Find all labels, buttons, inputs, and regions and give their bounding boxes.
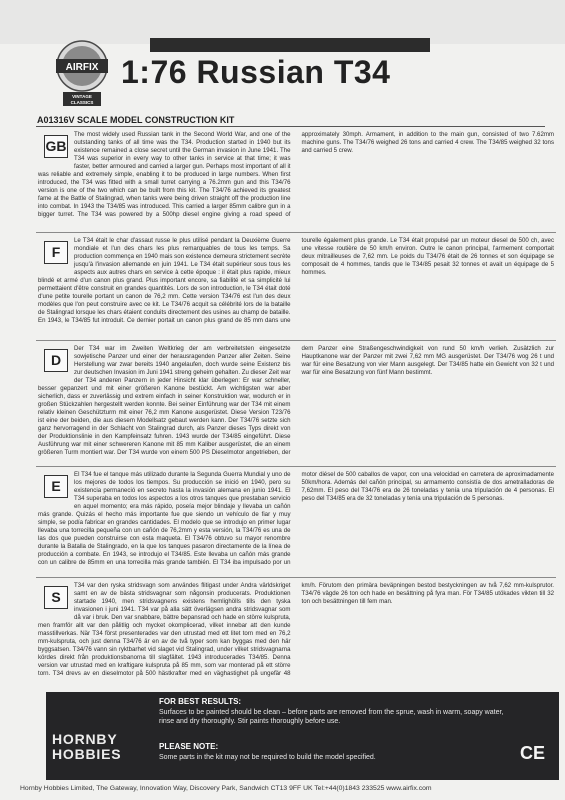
language-badge-s: S: [44, 586, 68, 609]
please-note-text: Some parts in the kit may not be required to build the model specified.: [159, 754, 376, 761]
hornby-logo-line2: HOBBIES: [52, 746, 122, 762]
section-german: [36, 340, 556, 463]
best-results-title: FOR BEST RESULTS:: [159, 697, 242, 706]
language-badge-d: D: [44, 349, 68, 372]
section-english: [36, 127, 556, 227]
language-badge-gb: GB: [44, 135, 68, 158]
section-swedish: [36, 577, 556, 684]
logo-brand-text: AIRFIX: [65, 62, 99, 73]
hornby-logo-line1: HORNBY: [52, 731, 118, 747]
page-title: 1:76 Russian T34: [121, 54, 391, 90]
section-french: [36, 232, 556, 335]
section-spanish-text: El T34 fue el tanque más utilizado durante la Segunda Guerra Mundial y uno de los mejores de todos los tiempos. Su producción se inició en 1940, pero su existencia permaneció en secreto hasta la invasión alemana en junio 1941. El T34 superaba en todos los aspectos a los otros tanques que prestaban servicio en aquel momento; era más rápido, poseía mejor blindaje y llevaba un cañón más grande. Quizás el hecho más importante fue que siendo un vehículo de fiar y muy simple, se podía fabricar en grandes cantidades. El modelo que se introdujo en primer lugar llevaba una torrecilla pequeña con un cañón de 76,2mm y esta versión, la T34/76 es una de las dos que pueden construirse con esta maqueta. El T34/76 obtuvo su mayor renombre durante la Batalla de Stalingrado, en la que los tanques pasaron directamente de la línea de producción a combate. En 1943, se introdujo el T34/85. Este llevaba un cañón más grande con un calibre de 85mm en una torrecilla más grande también. El T34 iba impulsado por un motor diésel de 500 caballos de vapor, con una velocidad en carretera de aproximadamente 50km/hora. Además del cañón principal, su armamento consistía de dos ametralladoras de 7,62mm. El peso del T34/76 era de 26 toneladas y tenía una tripulación de 4 personas. El peso del T34/85 era de 32 toneladas y tenía una tripulación de 5 personas.: [38, 471, 554, 567]
ce-mark-icon: CE: [520, 743, 546, 763]
language-badge-e: E: [44, 475, 68, 498]
best-results-text: Surfaces to be painted should be clean – before parts are removed from the sprue, wash in warm, soapy water, rinse and dry thoroughly. Stir paints thoroughly before use.: [159, 709, 504, 726]
please-note-title: PLEASE NOTE:: [159, 742, 219, 751]
kit-subtitle: A01316V SCALE MODEL CONSTRUCTION KIT: [37, 115, 235, 125]
logo-badge-text-2: CLASSICS: [70, 100, 94, 105]
notes-panel: [46, 692, 559, 780]
footer-address: Hornby Hobbies Limited, The Gateway, Innovation Way, Discovery Park, Sandwich CT13 9FF UK Tel:+44(0)1843 233525 www.airfix.com: [20, 785, 432, 792]
section-french-text: Le T34 était le char d'assaut russe le plus utilisé pendant la Deuxième Guerre mondiale et l'un des chars les plus remarquables de tous les temps. Sa production commença en 1940 mais son existence demeura strictement secrète jusqu'à l'invasion allemande en juin 1941. Le T34 était supérieur sous tous les aspects aux autres chars en service à cette époque : il était plus rapide, mieux blindé et armé d'un canon plus grand. Plus important encore, sa fiabilité et sa simplicité lui permettaient d'être construit en grandes quantités. Lors de son introduction, le T34 était doté d'une petite tourelle portant un canon de 76,2 mm. Cette version T34/76 est l'un des deux modèles que l'on peut construire avec ce kit. Le T34/76 acquit sa célébrité lors de la bataille de Stalingrad lorsque les chars étaient conduits directement des usines au champ de bataille. En 1943, le T34/85 fut introduit. Ce dernier portait un canon plus grand de 85 mm dans une tourelle également plus grande. Le T34 était propulsé par un moteur diesel de 500 ch, avec une vitesse routière de 50 km/h environ. Outre le canon principal, l'armement comportait deux mitrailleuses de 7,62 mm. Le poids du T34/76 était de 26 tonnes et son équipage se composait de 4 hommes, tandis que le T34/85 pesait 32 tonnes et avait un équipage de 5 hommes.: [38, 237, 554, 325]
top-band-dark-strip: [150, 38, 430, 52]
section-english-text: The most widely used Russian tank in the Second World War, and one of the outstanding tanks of all time was the T34. Production started in 1940 but its existence remained a close secret until the German invasion in June 1941. The T34 was superior in every way to other tanks in service at that time; it was faster, better armoured and carried a larger gun. Perhaps most important of all it was reliable and extremely simple, enabling it to be produced in large numbers. When first introduced, the T34 was fitted with a small turret carrying a 76.2mm gun and this T34/76 version is one of the two which can be built from this kit. The T34/76 achieved its greatest fame at the Battle of Stalingrad, when tanks were being driven straight off the production line into combat. In 1943 the T34/85 was introduced. This carried a larger 85mm calibre gun in a bigger turret. The T34 was powered by a 500hp diesel engine giving a road speed of approximately 30mph. Armament, in addition to the main gun, consisted of two 7.62mm machine guns. The T34/76 weighed 26 tons and carried 4 crew. The T34/85 weighed 32 tons and carried 5 crew.: [38, 131, 554, 219]
logo-badge-text-1: VINTAGE: [72, 94, 92, 99]
section-swedish-text: T34 var den ryska stridsvagn som användes flitigast under Andra världskriget samt en av de bästa stridsvagnar som någonsin producerats. Produktionen startade 1940, men stridsvagnens existens hemlighölls tills den tyska invasionen i juni 1941. T34 var på alla sätt överlägsen andra stridsvagnar som då var i bruk. Den var snabbare, bättre bepansrad och hade en större kulspruta, men framför allt var den pålitlig och mycket okomplicerad, vilket innebar att den kunde masstillverkas. När T34 först presenterades var den utrustad med ett litet torn med en 76,2 mm-kulspruta, och just denna T34/76 är en av de två typer som kan byggas med den här byggsatsen. T34/76 vann sin ryktbarhet vid slaget vid Stalingrad, under vilket stridsvagnarna kördes direkt från produktionsbanorna till slagfältet. 1943 introducerades T34/85. Denna version var utrustad med en kraftigare kulspruta på 85 mm, som var monterad på ett större torn. T34 drevs av en dieselmotor på 500 hästkrafter med en väghastighet på ungefär 48 km/h. Förutom den primära beväpningen bestod bestyckningen av två 7,62 mm-kulsprutor. T34/76 vägde 26 ton och hade en besättning på fyra man. För T34/85 utökades vikten till 32 ton och besättningen till fem man.: [38, 582, 554, 678]
hornby-logo: [52, 732, 121, 762]
section-spanish: [36, 466, 556, 573]
airfix-logo: [56, 40, 108, 112]
section-german-text: Der T34 war im Zweiten Weltkrieg der am verbreitetsten eingesetzte sowjetische Panzer und einer der herausragenden Panzer aller Zeiten. Seine Herstellung war zwar bereits 1940 angelaufen, doch wurde seine Existenz bis zur deutschen Invasion im Juni 1941 streng geheim gehalten. Zu dieser Zeit war der T34 anderen Panzern in jeder Hinsicht klar überlegen: Er war schneller, besser gepanzert und mit einer größeren Kanone bestückt. Am wichtigsten war aber sicherlich, dass er zuverlässig und extrem einfach in seiner Konstruktion war, wodurch er in großen Stückzahlen hergestellt werden konnte. Bei seiner Einführung war der T34 mit einem relativ kleinen Geschützturm mit einer 76,2 mm Kanone ausgerüstet. Diese Version T23/76 ist eine der beiden, die aus diesem Modellsatz gebaut werden kann. Der T34/76 setzte sich ganz hervorragend in der Schlacht von Stalingrad durch, als Panzer dieses Typs direkt von der Produktionslinie in den Kampfeinsatz fuhren. 1943 wurde der T34/85 eingeführt. Diese Ausführung war mit einer schwereren Kanone mit 85 mm Kaliber ausgerüstet, die an einem größeren Turm montiert war. Der T34 wurde von einem 500 PS Dieselmotor angetrieben, der dem Panzer eine Straßengeschwindigkeit von rund 50 km/h verlieh. Zusätzlich zur Hauptkanone war der Panzer mit zwei 7,62 mm MG ausgerüstet. Der T34/76 wog 26 t und war für eine Besatzung von vier Mann ausgelegt. Der T34/85 hatte ein Gewicht von 32 t und war für eine Besatzung von fünf Mann bestimmt.: [38, 345, 554, 457]
language-badge-f: F: [44, 241, 68, 264]
